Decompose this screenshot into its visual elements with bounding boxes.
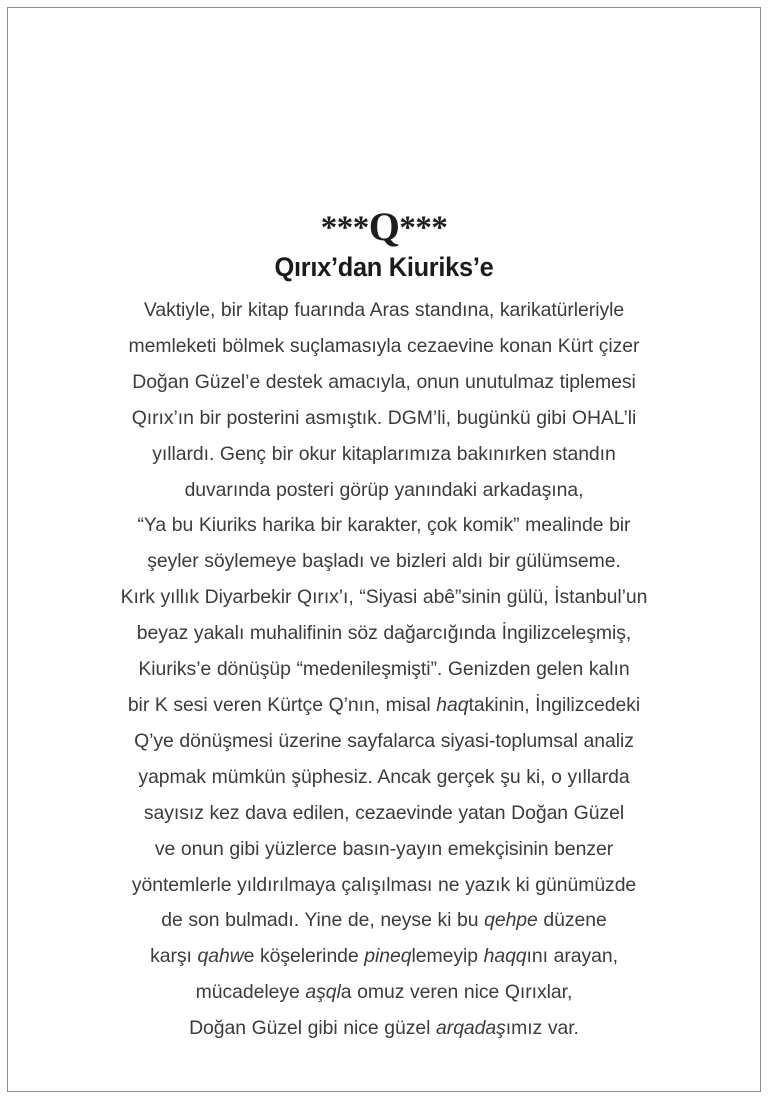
- body-line: [88, 652, 680, 688]
- text-run: sayısız kez dava edilen, cezaevinde yatan Doğan Güzel: [143, 801, 625, 824]
- ornament-asterisks-right: ***: [399, 210, 448, 246]
- ornament-letter-q: Q: [368, 204, 400, 249]
- text-run: memleketi bölmek suçlamasıyla cezaevine konan Kürt çizer: [128, 334, 640, 357]
- body-line: [88, 903, 680, 939]
- body-line: [88, 868, 680, 904]
- body-line: [88, 939, 680, 975]
- body-line: [88, 508, 680, 544]
- chapter-body-text: [88, 293, 680, 1047]
- italic-term: qehpe: [484, 909, 538, 932]
- text-run: “Ya bu Kiuriks harika bir karakter, çok komik” mealinde bir: [137, 514, 631, 537]
- italic-term: arqadaş: [436, 1017, 506, 1040]
- chapter-content: [88, 206, 680, 1047]
- chapter-title: Qırıx’dan Kiuriks’e: [274, 252, 494, 282]
- body-line: [88, 580, 680, 616]
- text-run: şeyler söylemeye başladı ve bizleri aldı bir gülümseme.: [147, 550, 621, 573]
- ornament-asterisks-left: ***: [320, 210, 369, 246]
- text-run: yöntemlerle yıldırılmaya çalışılması ne yazık ki günümüzde: [131, 873, 637, 896]
- body-line: [88, 616, 680, 652]
- text-run: duvarında posteri görüp yanındaki arkadaşına,: [184, 478, 584, 501]
- text-run: takinin, İngilizcedeki: [468, 693, 641, 716]
- body-line: [88, 329, 680, 365]
- body-line: [88, 975, 680, 1011]
- italic-term: haqq: [483, 945, 527, 968]
- italic-term: aşql: [305, 981, 341, 1004]
- text-run: lemeyip: [411, 945, 484, 968]
- body-line: [88, 724, 680, 760]
- text-run: beyaz yakalı muhalifinin söz dağarcığında İngilizceleşmiş,: [136, 622, 632, 645]
- text-run: Doğan Güzel gibi nice güzel: [189, 1017, 437, 1040]
- text-run: ımız var.: [505, 1017, 579, 1040]
- italic-term: pineq: [364, 945, 412, 968]
- text-run: Vaktiyle, bir kitap fuarında Aras standına, karikatürleriyle: [143, 299, 625, 321]
- body-line: [88, 796, 680, 832]
- text-run: Kırk yıllık Diyarbekir Qırıx’ı, “Siyasi abê”sinin gülü, İstanbul’un: [120, 586, 648, 609]
- body-line: [88, 365, 680, 401]
- text-run: Qırıx’ın bir posterini asmıştık. DGM’li, bugünkü gibi OHAL’li: [131, 406, 637, 429]
- body-line: [88, 473, 680, 509]
- text-run: yapmak mümkün şüphesiz. Ancak gerçek şu ki, o yıllarda: [138, 765, 630, 788]
- text-run: karşı: [150, 945, 198, 968]
- italic-term: haq: [436, 693, 469, 716]
- text-run: Q’ye dönüşmesi üzerine sayfalarca siyasi-toplumsal analiz: [134, 729, 634, 752]
- text-run: Kiuriks’e dönüşüp “medenileşmişti”. Genizden gelen kalın: [138, 658, 630, 681]
- text-run: de son bulmadı. Yine de, neyse ki bu: [161, 909, 485, 932]
- body-line: [88, 544, 680, 580]
- body-line: [88, 832, 680, 868]
- body-line: [88, 760, 680, 796]
- text-run: düzene: [537, 909, 607, 932]
- body-line: [88, 293, 680, 329]
- text-run: ını arayan,: [526, 945, 618, 968]
- text-run: ve onun gibi yüzlerce basın-yayın emekçisinin benzer: [154, 837, 614, 860]
- body-line: [88, 437, 680, 473]
- body-line: [88, 1011, 680, 1047]
- text-run: yıllardı. Genç bir okur kitaplarımıza bakınırken standın: [152, 442, 616, 465]
- text-run: Doğan Güzel’e destek amacıyla, onun unutulmaz tiplemesi: [132, 370, 636, 393]
- italic-term: qahw: [197, 945, 244, 968]
- text-run: e köşelerinde: [243, 945, 365, 968]
- text-run: mücadeleye: [195, 981, 306, 1004]
- body-line: [88, 401, 680, 437]
- body-line: [88, 688, 680, 724]
- chapter-ornament: [88, 206, 680, 248]
- text-run: bir K sesi veren Kürtçe Q’nın, misal: [127, 693, 437, 716]
- text-run: a omuz veren nice Qırıxlar,: [340, 981, 573, 1004]
